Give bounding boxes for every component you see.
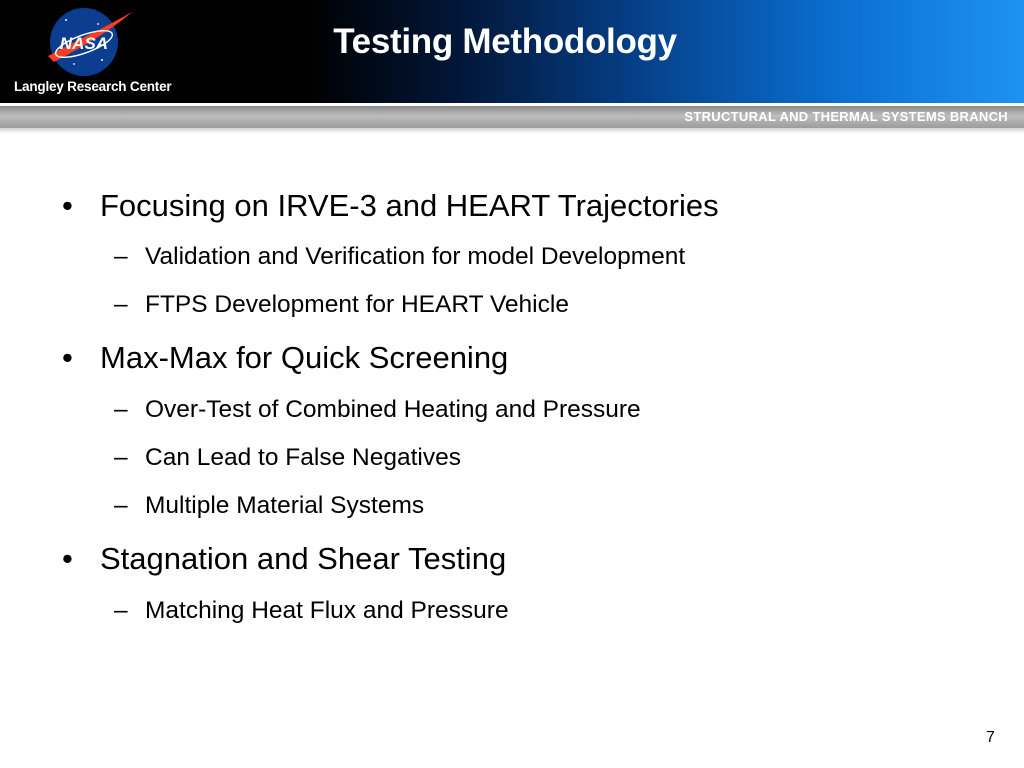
bullet-marker: • bbox=[62, 541, 73, 576]
nasa-logo-text: NASA bbox=[59, 34, 109, 53]
sub-bullet-text: Multiple Material Systems bbox=[145, 492, 425, 519]
dash-marker: – bbox=[114, 396, 128, 423]
bullet-marker: • bbox=[62, 340, 73, 375]
sub-bullet-text: Validation and Verification for model Development bbox=[145, 243, 686, 270]
sub-bullet-text: FTPS Development for HEART Vehicle bbox=[145, 291, 569, 318]
dash-marker: – bbox=[114, 597, 128, 624]
dash-marker: – bbox=[114, 492, 128, 519]
sub-bullet-text: Over-Test of Combined Heating and Pressure bbox=[145, 396, 641, 423]
sub-bullet-text: Can Lead to False Negatives bbox=[145, 444, 461, 471]
page-number: 7 bbox=[986, 729, 995, 746]
bullet-text: Max-Max for Quick Screening bbox=[100, 340, 509, 375]
bullet-text: Stagnation and Shear Testing bbox=[100, 541, 507, 576]
bullet-text: Focusing on IRVE-3 and HEART Trajectories bbox=[100, 188, 719, 223]
sub-bullet-text: Matching Heat Flux and Pressure bbox=[145, 597, 509, 624]
branch-label: STRUCTURAL AND THERMAL SYSTEMS BRANCH bbox=[684, 109, 1008, 124]
center-name: Langley Research Center bbox=[14, 79, 172, 94]
bullet-marker: • bbox=[62, 188, 73, 223]
dash-marker: – bbox=[114, 243, 128, 270]
dash-marker: – bbox=[114, 291, 128, 318]
dash-marker: – bbox=[114, 444, 128, 471]
slide-title: Testing Methodology bbox=[333, 22, 677, 61]
